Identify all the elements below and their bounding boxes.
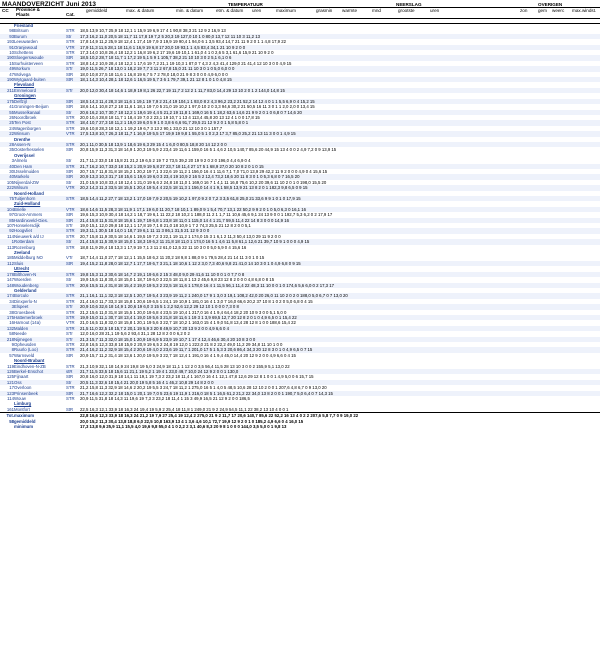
summary-row bbox=[0, 424, 600, 429]
station-cc: 16 bbox=[9, 320, 14, 326]
station-category: VTR bbox=[66, 207, 80, 212]
station-name: Noordbroek bbox=[14, 114, 37, 120]
station-name: Eindhoven-N-ZB bbox=[14, 363, 46, 369]
station-table bbox=[0, 23, 600, 429]
station-values: 17,3 14,0 10,8 26,4 18 12,2 1 16,8 19 6,2 17 19,6 19 10,1 1 61,0 4 1 0 2,6 5 3,1 61,6 15,9 21 10 9 2 0 bbox=[80, 50, 274, 56]
station-name: Nijverdal-ZW bbox=[14, 179, 39, 185]
station-name: Dinxperlo-N bbox=[14, 298, 37, 304]
station-cc: 211 bbox=[0, 88, 14, 93]
station-cc: 58 bbox=[9, 331, 14, 337]
station-name: Wilsum bbox=[14, 185, 66, 190]
station-cc: 132 bbox=[0, 326, 14, 331]
station-values: 18,8 11,9 29,4 18 13,3 1 17,9 19 7,1 3 11 2 61,0 12,5 22 11 10 3 0 0 5,0 5,9 0 4 15,6 16 bbox=[80, 244, 247, 250]
station-category: STR bbox=[66, 326, 80, 331]
station-category: STR bbox=[66, 233, 75, 239]
station-values: 18,0 10,8 27,5 18 11,6 1 16,8 19 6,7 5 7 2 78,0 18,0 21 9 8 3 0 0 0 4,9 6,0 0 0 bbox=[80, 71, 228, 77]
station-category: StR bbox=[66, 77, 80, 82]
station-cc: 126 bbox=[0, 369, 14, 374]
station-cc: 112 bbox=[0, 261, 14, 266]
station-cc: 178 bbox=[0, 272, 14, 277]
station-cc: 9 bbox=[11, 341, 14, 347]
station-cc: 3 bbox=[0, 304, 14, 309]
station-values: 20,0 12,0 30,4 18 14,6 1 18,9 19 8,1 26 22,7 19 11,7 2 12 2 1 11,7 83,0 14,4 29 13 10 2 0 1 2 144,0 14,8 15 bbox=[80, 88, 600, 93]
station-values: 21,7 11,2 33,0 18 15,8 21 21,2 19 6,5 2 19 7 2 73,5 39,2 20 19 9 2 0 2 0 196,0 4,4 6,9 0 4 bbox=[80, 158, 251, 164]
station-values: 21,0 15,9 10,8 33,4 18 12,4 1 21,0 19 6,6 2 24,8 18 11,0 1 169,0 16 7 1 4,1 11 16,8 75,6 10,2 20 39,6 11 10 2 0 1 0 198,0 15,5 20 bbox=[80, 179, 327, 185]
station-category: stR bbox=[66, 369, 80, 374]
station-values: 19,3 11,1 30,5 18 14,0 1 18,7 19 6,1 11 11 3 86,1 31,5 21 12 9 3 0 0 bbox=[80, 228, 600, 233]
station-cc: 185 bbox=[6, 255, 14, 261]
station-category: STr bbox=[66, 88, 80, 93]
station-cc: 119 bbox=[7, 363, 14, 369]
station-category: VTR bbox=[66, 185, 80, 190]
station-name: Ruurlo (Loo) bbox=[14, 347, 66, 352]
station-category: VTr bbox=[66, 255, 73, 261]
station-cc: 38 bbox=[9, 309, 14, 315]
station-name: Assen-N bbox=[14, 142, 66, 147]
station-cc: 161 bbox=[6, 406, 14, 412]
station-cc: 41 bbox=[9, 104, 14, 110]
station-name: Tuitjenhorn bbox=[14, 196, 66, 201]
station-name: Britsum bbox=[14, 28, 29, 34]
station-values: 22,8 16,5 12,3 33,8 18 15,9 2 20,9 19 6,5 2 24,8 19 12,0 1 222,0 21 8 2 22,2 49,0 11,2 29 34,8 11 10 1 0 0 bbox=[80, 341, 283, 347]
station-name: Warnsveld bbox=[14, 352, 35, 358]
station-name: Oss bbox=[14, 380, 66, 385]
station-category: StR bbox=[66, 104, 74, 110]
station-name: Groesbeek bbox=[14, 309, 36, 315]
station-values: 22,5 16,3 12,1 33,9 18 16,3 24 19,4 19 5,9 2 25,4 18 11,8 1 249,0 21 9 2 24,9 54,5 11,1 22 38,2 13 10 4 0 0 1 bbox=[80, 406, 289, 412]
other-header: OVERIGEN bbox=[538, 2, 563, 7]
station-cc: 8 bbox=[0, 347, 14, 352]
station-name: Sloegerswoude bbox=[14, 55, 66, 60]
station-category: StR bbox=[66, 147, 74, 153]
station-values: 21,0 16,5 11,8 32,0 18 15,8 1 20,1 19 5,6 3 22,7 18 10,2 1 163,0 15 4 1 9,0 51,8 13,4 28 12 8 1 0 0 188,6 15,4 22 bbox=[80, 320, 296, 326]
station-category: STR bbox=[66, 272, 80, 277]
max-windst-header: max.windst. bbox=[572, 8, 597, 13]
station-values: 20,6 16,2 10,7 30,7 18 12,2 1 19,6 19 4,4 5 21,2 19 11,8 1 169,0 16 5 1 18,2 63,6 14,6 21 9 9 2 0 1 0 6,8 0 7 14,6 20 bbox=[80, 110, 600, 115]
region-name: Flevoland bbox=[14, 82, 35, 88]
station-name: Honselersdijk bbox=[14, 223, 40, 229]
station-name: Overloon bbox=[14, 385, 32, 391]
station-values: 19,9 15,6 11,8 30,4 18 15,0 1 18,7 19 6,0 3 22,5 18 11,8 1 13 2 45,6 9,8 23 12 8 2 0 0 0 4,8 6,8 0 8 15 bbox=[80, 277, 275, 283]
station-name: Ten Post bbox=[14, 120, 66, 125]
region-name: Zuid-Holland bbox=[14, 201, 41, 207]
station-values: 20,1 11,0 30,5 18 13,9 1 18,6 19 6,3 29 15 4 1 6,0 0 80,5 18,8 20 14 12 2 0 0 bbox=[80, 142, 600, 147]
station-values: 17,9 11,3 11,5 28,1 18 11,6 1 16,9 19 6,8 17 20,0 19 93,1 1 4,5 83,4 34,1 21 10 9 2 0 0 bbox=[80, 45, 600, 50]
station-name: Nieuwerk a/d IJ bbox=[14, 233, 44, 239]
station-cc: 75 bbox=[0, 196, 14, 201]
station-cc: 55 bbox=[0, 110, 14, 115]
temperature-header: TEMPERATUUR bbox=[228, 2, 263, 7]
etm-datum-header: etm. & datum bbox=[216, 8, 244, 13]
station-category: STR bbox=[66, 50, 75, 56]
station-category: VTR bbox=[66, 45, 80, 50]
station-values: 21,1 16,1 11,1 32,3 18 12,5 1 20,7 19 5,4 3 23,9 19 11,2 1 240,0 17 9 1 3,0 3 19,1 108,2 42,0 20 26,0 11 10 2 0 2 0 188,0 5,0 6,7 0 7 13,0 20 bbox=[80, 293, 600, 298]
station-cc: 93 bbox=[0, 34, 14, 39]
station-category: Str bbox=[66, 380, 80, 385]
station-values: 17,8 14,9 11,2 25,9 18 12,4 1 17,4 19 7,9 3 19,9 19 90,4 1 94,0 6 1 3,5 93,4 14,7 21 11 9 2 0 1 1 4,8 17,9 22 bbox=[80, 39, 287, 45]
station-values: 19,6 10,8 28,3 18 12,1 1 19,2 19 6,7 3 13 2 90,1 33,0 21 12 10 3 0 1 157,7 bbox=[80, 125, 223, 131]
station-category: StR bbox=[66, 212, 74, 218]
station-category: StR bbox=[66, 174, 80, 179]
station-cc: 114 bbox=[7, 396, 14, 402]
station-values: 20,9 13,3 10,3 31,7 18 15,6 1 19,6 19 6,0 3 23,4 19 10,9 2 16 5 2 12,4 73,2 18,6 20 11 8 3 0 1 0 5,3 6,8 0 7 16,5 20 bbox=[80, 174, 600, 179]
station-cc: 25 bbox=[0, 120, 14, 125]
station-values: 21,4 16,0 11,7 33,3 18 15,8 1 20,6 19 6,5 1 24,1 19 10,9 1 181,0 16 4 1 3,0 7 16,0 66,6 20,2 37 10 8 1 0 2 0 5,0 6,8 0 4 15 bbox=[80, 298, 313, 304]
station-cc: 193 bbox=[6, 39, 14, 45]
station-cc: 222 bbox=[0, 185, 14, 190]
station-values: 17,5 13,8 10,7 26,3 18 11,7 1 16,9 19 5,5 17 19,9 19 9,8 1 55,0 5 1 0 2,3 17 3,7 85,0 25,2 21 13 11 3 0 0 1 4,9 15 bbox=[80, 131, 600, 136]
station-category: STR bbox=[66, 142, 80, 147]
station-cc: 91 bbox=[0, 45, 14, 50]
station-cc: 190 bbox=[0, 55, 14, 60]
region-name: Noord-Holland bbox=[14, 190, 44, 196]
station-name: Musselkanaal bbox=[14, 110, 66, 115]
station-cc: 40 bbox=[0, 164, 14, 169]
station-category: StR bbox=[66, 99, 80, 104]
station-cc: 174 bbox=[0, 293, 14, 298]
station-cc: 57 bbox=[9, 352, 14, 358]
header-rule-mid bbox=[0, 18, 600, 19]
station-values: 19,9 15,0 11,1 30,7 18 13,4 1 19,0 19 5,6 3 21,8 18 11,6 1 19 3 1 3,9 69,5 12,7 20 12 8 2 0 1 0 4,9 6,5 0 1 15,4 22 bbox=[80, 315, 600, 320]
station-cc: 49 bbox=[0, 66, 14, 71]
cat-header: Cat. bbox=[66, 12, 75, 17]
station-values: 19,8 15,3 11,3 30,6 18 14,7 2 19,1 19 6,6 2 15 3 48,0 9,0 29 41,6 11 10 0 0 1 0 7,7 0 8 bbox=[80, 272, 600, 277]
warmte-header: warmte bbox=[342, 8, 358, 13]
summary-label-left: Tot. bbox=[0, 413, 14, 419]
region-name: Drenthe bbox=[14, 136, 31, 142]
station-name: Neede bbox=[14, 331, 27, 337]
min-datum-header: min. & datum bbox=[176, 8, 204, 13]
region-name: Groningen bbox=[14, 93, 36, 99]
cc-header: CC bbox=[2, 8, 9, 13]
station-name: Wagenborgen bbox=[14, 125, 41, 131]
region-name: Gelderland bbox=[14, 287, 37, 293]
station-category: STR bbox=[66, 315, 80, 320]
station-category: STR bbox=[66, 309, 75, 315]
station-values: 20,2 14,3 11,3 33,5 18 15,5 1 20,4 19 5,4 4 22,5 18 11,3 1 156,0 14 4 1 9,1 58,5 13,9 21 13 8 2 0 1 182,3 9,8 6,5 0 9 15 bbox=[80, 185, 600, 190]
station-category: StR bbox=[66, 71, 74, 77]
station-name: Schettens bbox=[14, 50, 34, 56]
uren2-header: uren bbox=[430, 8, 440, 13]
station-category: StR bbox=[66, 352, 74, 358]
station-cc: 85 bbox=[0, 218, 14, 223]
station-name: IJsselmuiden bbox=[14, 168, 40, 174]
station-values: 12,0 16,0 28 21,1 19 5,6 2 93,4 31,1 28 12 8 2 0 0 6,2 0 2 bbox=[80, 331, 190, 337]
station-cc: 28 bbox=[0, 142, 14, 147]
station-category: STR bbox=[66, 283, 80, 288]
summary-label-left bbox=[0, 424, 14, 429]
station-name: Hardinxveld-Gies. bbox=[14, 218, 66, 223]
station-values: 18,5 14,4 11,2 27,7 18 13,2 1 17,0 19 7,9 2 20,5 19 10,2 1 97,0 9 2 0 7,2 3 3,5 61,8 25,0 21 33,6 9 9 1 0 1 0 17,9 15 bbox=[80, 196, 600, 201]
station-values: 18,4 10,7 27,3 18 11,2 1 19,0 19 6,0 5 9 1 0 3,8 6 6,6 91,7 29,5 21 12 9 2 0 1 5,8 5,8 0 1 bbox=[80, 120, 600, 125]
summary-label-left: 58 bbox=[9, 418, 14, 424]
station-category: STr bbox=[66, 223, 73, 229]
station-category: StR bbox=[66, 261, 80, 266]
station-name: Opheusden bbox=[14, 341, 37, 347]
station-cc: 40 bbox=[0, 174, 14, 179]
station-category: Str bbox=[66, 158, 72, 164]
station-cc: 10 bbox=[9, 50, 14, 56]
station-values: 19,0 11,5 26,7 18 13,0 1 18,2 19 7,7 3 11 2 67,8 15,0 21 11 10 3 0 1 0 5,0 6,0 0 0 bbox=[80, 66, 600, 71]
station-name: Oosterhesselen bbox=[14, 147, 45, 153]
station-values: 20,8 16,0 12,0 31,9 18 14,1 11 19,1 19 7,3 2 23,2 18 11,4 1 167,0 16 4 1 12,1 47,8 12,6 29 12 8 1 0 0 1 4,9 5,0 0 6 15,7 15 bbox=[80, 374, 314, 380]
uren-header: uren bbox=[252, 8, 262, 13]
station-name: Oranjewoud bbox=[14, 45, 66, 50]
station-category: STR bbox=[66, 28, 75, 34]
station-values: 21,4 15,8 11,5 31,8 18 15,6 1 19,7 19 6,8 1 23,8 18 11,0 1 115,0 14 4 1 21,7 59,5 11,4 22 14 8 3 0 0 0 14,9 16 bbox=[80, 218, 600, 223]
station-values: 21,7 16,6 12,2 32,2 18 15,0 1 20,1 19 7,0 5 23,6 19 11,9 1 216,0 18 5 1 16,5 61,2 21,2 22 34,0 13 8 2 0 0 1 190,7 5,0 6,4 0 7 14,3 15 bbox=[80, 391, 600, 396]
station-category: STR bbox=[66, 363, 75, 369]
station-values: 18,1 14,3 10,4 28,1 18 12,6 1 16,5 19 5,7 3 6 1 79,7 39,1 21 12 8 1 0 1 0 4,8 15 bbox=[80, 77, 600, 82]
station-values: 21,4 16,2 11,2 32,9 18 15,4 2 20,6 19 4,0 2 23,6 19 11,7 1 201,0 17 5 1 5,3 3 20,6 86,4 34,3 20 12 8 3 0 1 0 4,9 6,5 0 7 15 bbox=[80, 347, 600, 352]
station-name: Woudenberg bbox=[14, 283, 66, 288]
station-category: STR bbox=[66, 60, 75, 66]
station-values: 20,9 10,6 32,6 18 14,9 1 20,6 19 6,0 3 15 5 1 2,2 52,6 12,2 29 12 10 1 0 0 0 7,3 0 8 bbox=[80, 304, 600, 309]
station-category: StR bbox=[66, 374, 74, 380]
station-cc: 123 bbox=[0, 391, 14, 396]
station-values: 20,6 15,5 11,4 31,8 18 15,4 2 19,0 19 5,3 2 22,5 18 11,6 1 178,0 16 4 1 11,5 56,1 11,4 22 48,3 11 10 0 0 1 0 174,6 5,6 6,0 0 2 17,3 17 bbox=[80, 283, 600, 288]
station-cc: 218 bbox=[0, 337, 14, 342]
station-cc: 24 bbox=[9, 125, 14, 131]
station-cc: 104 bbox=[0, 207, 14, 212]
max-datum-header: max. & datum bbox=[126, 8, 155, 13]
summary-label: gemiddeld bbox=[14, 418, 36, 424]
station-name: Borculo bbox=[14, 293, 66, 298]
gem-header: gem bbox=[538, 8, 547, 13]
station-values: 21,2 15,8 11,3 32,9 18 14,6 2 20,2 19 5,5 3 24,7 18 11,2 1 275,0 16 5 1 4,0 5 48,5 10,6 28 12 10 2 0 0 1 207,6 4,8 6,7 0 9 13,0 20 bbox=[80, 385, 327, 391]
station-cc: 34 bbox=[9, 298, 14, 304]
station-cc: 3 bbox=[11, 158, 14, 164]
summary-label: maximum bbox=[14, 413, 66, 419]
station-values: 20,7 15,7 11,8 31,8 18 15,2 1 20,2 19 7,1 3 22,6 19 11,2 1 156,0 16 4 1 11,6 7,1 7,0 71,0 13,9 29 42,2 11 9 2 0 0 0 4,9 0 4 15,6 15 bbox=[80, 168, 328, 174]
station-name: Leeuwarden bbox=[14, 39, 38, 45]
station-cc: 147 bbox=[6, 277, 14, 283]
station-cc: 47 bbox=[9, 71, 14, 77]
station-category: Str bbox=[66, 34, 80, 39]
station-name: Wolvega bbox=[14, 71, 31, 77]
station-values: 18,6 14,1 10,8 27,2 18 11,6 1 18,1 19 7,0 5 21,0 19 10,2 1 97,0 10 2 0 3,3 94,6 30,2 21 50,5 16 11 3 0 1 1 2,0 2,0 0 13,4 15 bbox=[80, 104, 315, 110]
station-name: Elspeet bbox=[14, 304, 66, 309]
station-category: StR bbox=[66, 391, 80, 396]
station-name: Surhuisterveen bbox=[14, 60, 43, 66]
station-cc: 125 bbox=[6, 374, 14, 380]
station-name: Winsum bbox=[14, 131, 66, 136]
station-category: StR bbox=[66, 55, 80, 60]
station-values: 18,7 14,4 11,0 27,7 18 12,1 1 15,5 18 6,2 11 20,2 18 9,8 1 88,0 9 1 79,5 28,4 21 14 11 3 0 1 0 15 bbox=[80, 255, 265, 261]
summary-values: 20,0 15,2 11,3 30,4 13,8 18,8 6,0 22,5 10,8 163,9 13 4 1 3,6 4,6 10,1 72,7 19,9 12 9 2 0 1 0 185,2 4,9 6,6 0 4 16,0 15 bbox=[80, 418, 304, 424]
station-category: STR bbox=[66, 341, 75, 347]
station-name: Malden bbox=[14, 326, 66, 331]
station-name: Brielle bbox=[14, 207, 66, 212]
station-name: Workum bbox=[14, 66, 66, 71]
station-cc: 175 bbox=[0, 315, 14, 320]
station-cc: 148 bbox=[0, 283, 14, 288]
station-category: STr bbox=[66, 331, 73, 337]
station-name: Sluis bbox=[14, 261, 66, 266]
station-cc: 17 bbox=[9, 385, 14, 391]
station-category: StR bbox=[66, 406, 74, 412]
station-table-body bbox=[0, 23, 600, 429]
station-category: STR bbox=[66, 196, 80, 201]
station-name: Markelo bbox=[14, 174, 66, 179]
station-cc: 35 bbox=[9, 147, 14, 153]
station-values: 21,3 10,9 32,1 18 14,9 24 19,8 19 5,0 3 24,9 18 11,1 1 12 2 0 3,5 56,4 11,5 28 13 10 3 0 0 2 155,9 5,1 13,0 22 bbox=[80, 363, 290, 369]
station-cc: 114 bbox=[7, 233, 14, 239]
station-name: Rozenburg bbox=[14, 244, 36, 250]
station-category: StR bbox=[66, 168, 74, 174]
station-values: 21,7 16,2 10,7 33,0 18 15,2 1 20,9 19 5,8 27 23,7 18 11,4 27 17 5 1 68,9 27,0 20 10 8 2 0 1 0 15 bbox=[80, 164, 600, 169]
region-name: Zeeland bbox=[14, 250, 31, 256]
station-name: Berkel-Enschot bbox=[14, 369, 66, 374]
station-values: 17,3 16,2 11,0 20,5 18 11,7 11 17,8 19 7,2 5 20,3 19 127,0 10 1 0 80,0 13,7 12 11 10 3 11,2 13 bbox=[80, 34, 600, 39]
station-name: Groningen-Beijum bbox=[14, 104, 49, 110]
station-values: 19,6 15,3 10,9 30,4 18 14,2 1 18,7 19 6,1 11 22,2 18 10,2 1 188,0 11 2 1 1,7 11 10,6 45,6 9,1 24 13 9 0 0 1 192,7 5,3 6,2 0 2 17,9 17 bbox=[80, 212, 333, 218]
station-cc: 97 bbox=[9, 212, 14, 218]
zon-header: zon bbox=[520, 8, 528, 13]
station-values: 18,5 10,2 28,7 18 11,7 1 17,2 19 5,1 5 9 1 105,7 38,2 21 10 10 3 0 2 5,1 6,1 0 6 bbox=[80, 55, 600, 60]
station-name: Emmeloord bbox=[14, 88, 66, 93]
station-name: Fijnaart bbox=[14, 374, 29, 380]
station-values: 20,7 15,8 11,9 30,5 18 14,6 1 19,5 19 7,2 3 22,1 19 11,2 1 174,0 15 3 1 6,1 2 11,3 50,4 13,0 29 11 9 2 0 0 bbox=[80, 233, 281, 239]
station-category: STR bbox=[66, 114, 75, 120]
station-cc: 105 bbox=[6, 179, 14, 185]
station-category: STR bbox=[66, 293, 80, 298]
station-cc: 175 bbox=[0, 99, 14, 104]
station-values: 18,5 14,3 11,4 28,3 18 11,6 1 19,1 19 7,9 2 21,4 19 104,1 1 93,0 8 2 4,3 96,2 23,2 21 52,2 14 12 4 0 1 1 5,5 6,9 0 4 15,2 15 bbox=[80, 99, 600, 104]
station-category: STR bbox=[66, 396, 75, 402]
station-category: STR bbox=[66, 347, 80, 352]
station-cc: 22 bbox=[0, 131, 14, 136]
station-name: Nijmegen bbox=[14, 337, 66, 342]
station-category: STR bbox=[66, 125, 75, 131]
station-name: Middelburg NO bbox=[14, 255, 43, 261]
mnd-header: mnd bbox=[372, 8, 381, 13]
station-name: Delfzijl bbox=[14, 99, 66, 104]
station-name: Montfort bbox=[14, 406, 30, 412]
station-category: Str bbox=[66, 239, 80, 244]
gemiddeld-header: gemiddeld bbox=[86, 8, 108, 13]
station-category: Str bbox=[66, 277, 72, 283]
station-values: 21,2 15,6 11,0 31,8 18 15,5 1 20,0 19 6,8 4 23,5 19 10,4 1 217,0 16 4 1 9,4 64,4 18,2 20 10 9 3 0 0 5,1 5,0 0 bbox=[80, 309, 287, 315]
station-values: 21,5 11,0 32,5 18 15,7 2 20,1 19 5,9 3 20 8 49,9 10,7 20 13 9 2 0 0 4,9 6,6 0 4 bbox=[80, 326, 600, 331]
station-name: Prinsenbeek bbox=[14, 391, 66, 396]
province-header: Province & bbox=[16, 7, 40, 12]
summary-values: 17,3 13,8 9,6 25,9 11,1 15,5 4,0 19,6 9,8 55,0 4 1 0 2,2 2 3,1 40,6 8,3 20 9 8 1 0 0 0 144,0 3,5 5,0 0 1 9,8 13 bbox=[80, 424, 287, 430]
station-category: Str bbox=[66, 110, 80, 115]
station-cc: 92 bbox=[0, 228, 14, 233]
station-values: 18,6 14,6 11,5 28,3 18 11,9 1 17,1 19 6,0 11 20,7 18 10,1 1 89,0 9 1 5,4 70,7 13,1 22 50,2 9 9 2 0 1 0 5,0 6,3 0 16,1 16 bbox=[80, 207, 600, 212]
weerc-header: weerc bbox=[552, 8, 565, 13]
station-values: 20,9 11,5 31,8 18 14,3 11 19,6 19 7,3 3 23,2 18 11,4 1 15 3 49,9 16,5 21 12 9 2 0 0 186,5 bbox=[80, 396, 250, 402]
station-cc: 190 bbox=[0, 77, 14, 82]
station-values: 19,0 15,1 12,0 29,8 18 12,1 1 17,8 19 7,1 8 21,0 18 10,9 1 7 2 74,3 25,5 21 12 8 2 0 0 5,1 bbox=[80, 223, 251, 229]
station-category: STr bbox=[66, 304, 80, 309]
station-name: Woerden bbox=[14, 277, 32, 283]
station-cc: 113 bbox=[7, 244, 14, 250]
station-values: 18,8 14,2 10,9 28,4 18 12,2 1 17,6 19 7,2 21,1 19 10,3 1 87,0 7 4,3 2 4,3 41,4 129,0 21 41,4 12 10 3 0 0 4,9 15 bbox=[80, 60, 292, 66]
header-rule-top bbox=[0, 7, 600, 8]
station-values: 21,7 11,5 33,5 18 15,6 11 21,1 19 5,2 1 19 4 1 23,0 49,7 10,0 24 12 9 2 0 0 1 130,0 bbox=[80, 369, 600, 374]
summary-spacer bbox=[66, 424, 80, 429]
station-category: StR bbox=[66, 218, 80, 223]
plaats-header: Plaats bbox=[16, 12, 30, 17]
station-category: STR bbox=[66, 120, 80, 125]
station-cc: 1 bbox=[0, 239, 14, 244]
station-name: Hattemerbroek bbox=[14, 315, 66, 320]
station-category: STr bbox=[66, 66, 80, 71]
station-category: VTR bbox=[66, 320, 75, 326]
station-name: Wytgaard-buiten bbox=[14, 77, 66, 82]
station-name: Rotterdam bbox=[14, 239, 66, 244]
station-cc: 15 bbox=[9, 60, 14, 66]
region-name: Overijssel bbox=[14, 152, 35, 158]
station-category: STR bbox=[66, 164, 80, 169]
summary-label: minimum bbox=[14, 424, 34, 430]
summary-values: 22,8 16,6 12,3 33,9 18 16,3 24 21,2 19 7,9 27 25,4 19 12,4 2 275,0 21 9 2 11,7 17 20,6 140,7 85,6 22 52,2 16 13 4 0 2 2 207,6 5,8 7,7 0 9 19,0 22 bbox=[80, 413, 600, 419]
station-name: Den Ham bbox=[14, 164, 66, 169]
station-category: STR bbox=[66, 228, 80, 233]
station-category: VTR bbox=[66, 131, 80, 136]
station-category: Str bbox=[66, 179, 72, 185]
station-category: STR bbox=[66, 298, 75, 304]
station-category: STR bbox=[66, 39, 75, 45]
region-name: Noord-Brabant bbox=[14, 358, 45, 364]
region-name: Limburg bbox=[14, 401, 32, 407]
station-name: Harnout (14a) bbox=[14, 320, 41, 326]
station-values: 20,9 15,7 11,2 31,4 18 13,6 1 20,0 19 5,9 3 22,7 18 12,4 1 191,0 16 4 1 9,4 45,0 14,4 20 12 9 2 0 0 4,9 6,6 0 4 15 bbox=[80, 352, 296, 358]
station-name: Hoogvliet bbox=[14, 228, 66, 233]
maximum-header: maximum bbox=[276, 8, 296, 13]
station-values: 21,3 15,7 11,3 32,0 18 15,0 1 20,9 19 6,9 5 23,9 19 10,7 1 17 4 12,4 46,6 30,4 20 10 8 3 0 0 bbox=[80, 337, 600, 342]
station-cc: 107 bbox=[6, 223, 14, 229]
station-name: Wouw bbox=[14, 396, 26, 402]
station-values: 19,4 15,2 11,8 28,0 18 12,7 1 17,7 19 6,7 3 21,1 18 10,6 1 12 2 3,0 7,3 40,6 9,8 21 41,0 14 10 3 0 1 0 4,9 6,8 0 9 15 bbox=[80, 261, 600, 266]
station-name: Burum bbox=[14, 34, 66, 39]
station-cc: 98 bbox=[9, 28, 14, 34]
station-values: 21,4 15,8 11,5 30,9 18 15,0 1 18,3 19 6,2 11 21,8 18 11,0 1 174,0 16 5 1 4,6 11 5,8 61,1 12,6 21 39,7 10 9 1 0 0 0 4,9 15 bbox=[80, 239, 600, 244]
page-title: MAANDOVERZICHT Juni 2013 bbox=[2, 1, 97, 8]
station-name: Bilthoven-N bbox=[14, 272, 66, 277]
region-name: Utrecht bbox=[14, 266, 30, 272]
station-category: STR bbox=[66, 385, 75, 391]
station-cc: 121 bbox=[0, 380, 14, 385]
station-values: 20,8 15,9 11,3 31,3 18 14,9 1 20,3 19 5,9 2 23,4 19 11,6 1 159,0 16 5 1 4,6 2 10,5 140,7 85,6 20 44,9 15 13 4 0 0 2 4,9 7,2 0 9 13,9 15 bbox=[80, 147, 337, 153]
station-category: STR bbox=[66, 244, 75, 250]
region-name: Friesland bbox=[14, 23, 34, 28]
station-name: Almelo bbox=[14, 158, 28, 164]
grasmin-header: grasmin bbox=[316, 8, 333, 13]
station-values: 20,5 11,3 32,6 18 15,4 21 20,0 19 5,8 5 16 4 1 46,2 10,8 29 14 8 2 0 0 bbox=[80, 380, 600, 385]
station-category: STr bbox=[66, 337, 80, 342]
station-cc: 30 bbox=[9, 168, 14, 174]
station-values: 20,0 10,4 28,8 18 11,7 1 18,4 19 7,0 2 23,1 19 10,7 1 13 4 113,4 45,8 20 13 12 4 1 0 0 17,8 15 bbox=[80, 114, 260, 120]
station-name: Groot-Ammers bbox=[14, 212, 43, 218]
grootste-header: grootste bbox=[398, 8, 415, 13]
precipitation-header: NEERSLAG bbox=[396, 2, 422, 7]
station-values: 18,5 13,9 10,7 25,9 18 12,1 1 15,9 19 6,9 17 4 1 90,8 38,3 21 12 9 2 16,9 13 bbox=[80, 28, 226, 34]
station-cc: 26 bbox=[9, 114, 14, 120]
